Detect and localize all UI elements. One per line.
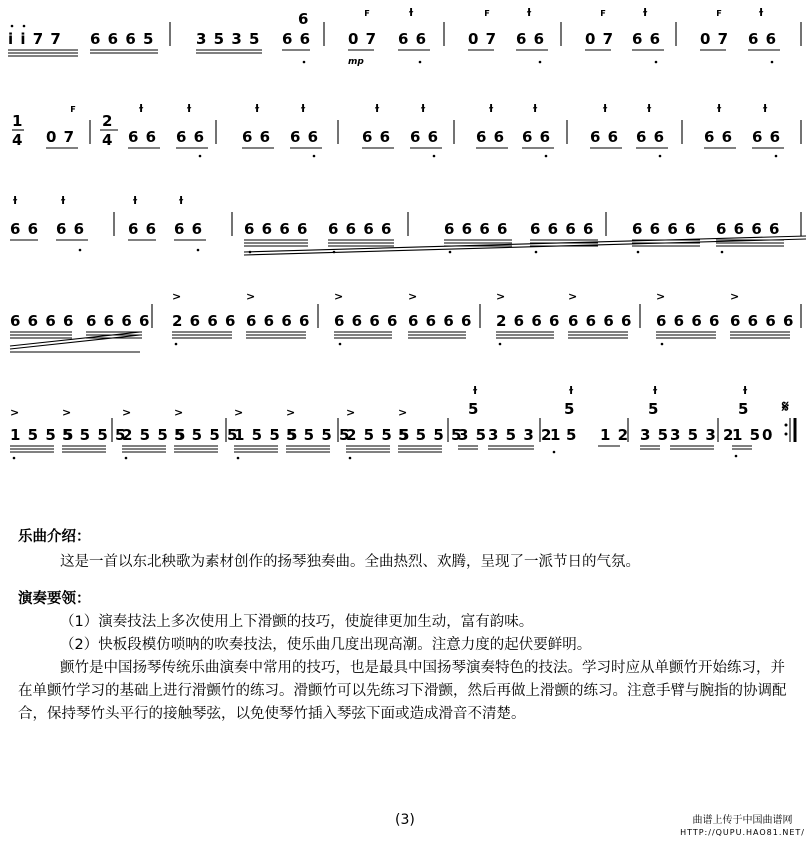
note-group: 6 6 6 6 [730, 312, 795, 330]
svg-text:ɫ: ɫ [60, 194, 67, 207]
note-group: 0 7 [468, 30, 498, 48]
octave-dots [11, 25, 781, 460]
note-group: 0 7 [585, 30, 615, 48]
time-sig-top: 1 [12, 112, 24, 130]
svg-text:>: > [286, 406, 296, 419]
note-group: 0 [762, 426, 774, 444]
svg-text:>: > [122, 406, 132, 419]
note-group: 6 6 [128, 128, 158, 146]
note-group: 5 5 5 5 [62, 426, 127, 444]
note-group: 6 6 [632, 30, 662, 48]
svg-text:ɫ: ɫ [642, 6, 649, 19]
intro-title: 乐曲介绍： [18, 529, 91, 545]
note-group: 3 5 [458, 426, 488, 444]
note-group: 6 6 6 6 [86, 312, 151, 330]
note-group: 6 6 [752, 128, 782, 146]
svg-text:ɫ: ɫ [186, 102, 193, 115]
tip-item-2: （2）快板段模仿唢呐的吹奏技法，使乐曲几度出现高潮。注意力度的起伏要鲜明。 [60, 637, 592, 653]
note-group: 5 5 5 5 [174, 426, 239, 444]
watermark-line-1: 曲谱上传于中国曲谱网 [692, 815, 793, 826]
upper-number: 5 [738, 400, 750, 418]
note-group: 6 6 6 6 [444, 220, 509, 238]
note-group: 5 5 5 5 [286, 426, 351, 444]
svg-text:ɫ: ɫ [420, 102, 427, 115]
note-group: 2 6 6 6 [172, 312, 237, 330]
note-group: 5 [566, 426, 578, 444]
svg-text:ɫ: ɫ [138, 102, 145, 115]
tips-paragraph: 颤竹是中国扬琴传统乐曲演奏中常用的技巧，也是最具中国扬琴演奏特色的技法。学习时应从单颤竹开始练习，并在单颤竹学习的基础上进行滑颤竹的练习。滑颤竹可以先练习下滑颤，然后再做上滑颤的练习。注意手臂与腕指的协调配合，保持琴竹头平行的接触琴弦，以免使琴竹插入琴弦下面或造成滑音不清楚。 [18, 660, 787, 722]
note-group: 6 6 [10, 220, 40, 238]
svg-text:ɫ: ɫ [178, 194, 185, 207]
svg-text:ɫ: ɫ [374, 102, 381, 115]
svg-text:ɫ: ɫ [716, 102, 723, 115]
svg-text:ɫ: ɫ [532, 102, 539, 115]
note-group: 6 6 [398, 30, 428, 48]
note-group: 6 6 6 6 [10, 312, 75, 330]
note-group: 6 6 6 6 [656, 312, 721, 330]
score-upper-numbers [298, 10, 749, 418]
svg-text:>: > [62, 406, 72, 419]
note-group: 3 5 3 5 [196, 30, 261, 48]
note-group: 6 6 6 6 [334, 312, 399, 330]
svg-text:>: > [496, 290, 506, 303]
note-group: 6 6 6 6 [568, 312, 633, 330]
svg-text:ɫ: ɫ [300, 102, 307, 115]
note-group: 3 5 3 2 [670, 426, 735, 444]
page-number: (3) [395, 812, 415, 828]
note-group: 6 6 6 6 [246, 312, 311, 330]
tip-item-1: （1）演奏技法上多次使用上下滑颤的技巧，使旋律更加生动，富有韵味。 [60, 614, 534, 630]
svg-text:>: > [408, 290, 418, 303]
time-sig-top: 2 [102, 112, 114, 130]
time-sig-bottom: 4 [102, 131, 114, 149]
note-group: 1 5 [732, 426, 762, 444]
note-group: 2 5 5 5 [346, 426, 411, 444]
dynamic-mark: mp [348, 57, 364, 67]
system-1 [8, 30, 777, 48]
note-group: 6 6 [290, 128, 320, 146]
note-group: 6 6 6 6 [408, 312, 473, 330]
svg-text:>: > [568, 290, 578, 303]
svg-text:ɫ: ɫ [132, 194, 139, 207]
watermark [680, 815, 805, 839]
note-group: 1 5 5 5 [10, 426, 75, 444]
svg-text:ɫ: ɫ [762, 102, 769, 115]
note-group: 6 6 [242, 128, 272, 146]
note-group: 6 6 [590, 128, 620, 146]
note-group: 1 [550, 426, 562, 444]
svg-text:ꜰ: ꜰ [70, 102, 77, 115]
score-ornaments [10, 6, 768, 419]
note-group: 6 6 6 6 [530, 220, 595, 238]
svg-text:>: > [174, 406, 184, 419]
note-group: 0 7 [700, 30, 730, 48]
tips-list [18, 611, 798, 726]
svg-text:ɫ: ɫ [472, 384, 479, 397]
system-3 [10, 220, 780, 238]
svg-text:>: > [656, 290, 666, 303]
svg-text:ɫ: ɫ [12, 194, 19, 207]
system-5 [10, 426, 773, 444]
svg-text:ɫ: ɫ [254, 102, 261, 115]
note-group: 6 6 [56, 220, 86, 238]
svg-text:>: > [334, 290, 344, 303]
svg-text:>: > [730, 290, 740, 303]
note-group: 6 6 [522, 128, 552, 146]
note-group: 6 6 [410, 128, 440, 146]
note-group: 0 7 [46, 128, 76, 146]
note-group: 2 6 6 6 [496, 312, 561, 330]
note-group: 6 6 [176, 128, 206, 146]
note-group: 3 5 [640, 426, 670, 444]
svg-text:>: > [398, 406, 408, 419]
svg-text:>: > [246, 290, 256, 303]
note-group: 6 6 [128, 220, 158, 238]
svg-text:ɫ: ɫ [488, 102, 495, 115]
svg-text:ꜰ: ꜰ [716, 6, 723, 19]
upper-number: 6 [298, 10, 310, 28]
note-group: 6 6 [174, 220, 204, 238]
note-group: 6 6 [636, 128, 666, 146]
note-group: 6 6 [516, 30, 546, 48]
svg-text:>: > [10, 406, 20, 419]
note-group: 6 6 [362, 128, 392, 146]
note-group: 6 6 6 6 [244, 220, 309, 238]
tips-title: 演奏要领： [18, 591, 91, 607]
upper-number: 5 [468, 400, 480, 418]
svg-text:>: > [346, 406, 356, 419]
note-group: 6 6 [282, 30, 312, 48]
svg-text:ꜰ: ꜰ [484, 6, 491, 19]
svg-text:ɫ: ɫ [408, 6, 415, 19]
note-group: 6 6 [704, 128, 734, 146]
svg-text:ꜰ: ꜰ [600, 6, 607, 19]
system-2 [46, 128, 781, 146]
svg-text:ɫ: ɫ [602, 102, 609, 115]
system-4 [10, 312, 794, 330]
note-group: 6 6 6 5 [90, 30, 155, 48]
time-sig-bottom: 4 [12, 131, 24, 149]
note-group: i i 7 7 [8, 30, 62, 48]
intro-paragraph: 这是一首以东北秧歌为素材创作的扬琴独奏曲。全曲热烈、欢腾，呈现了一派节日的气氛。 [60, 554, 640, 570]
svg-text:ɫ: ɫ [758, 6, 765, 19]
svg-text:>: > [234, 406, 244, 419]
upper-number: 5 [564, 400, 576, 418]
note-group: 6 6 6 6 [716, 220, 781, 238]
svg-text:ɫ: ɫ [652, 384, 659, 397]
note-group: 3 5 3 2 [488, 426, 553, 444]
note-group: 5 5 5 5 [398, 426, 463, 444]
svg-text:ɫ: ɫ [742, 384, 749, 397]
segno-sign: 𝄋 [782, 397, 789, 416]
note-group: 6 6 [748, 30, 778, 48]
svg-text:ɫ: ɫ [646, 102, 653, 115]
upper-number: 5 [648, 400, 660, 418]
svg-text:>: > [172, 290, 182, 303]
note-group: 0 7 [348, 30, 378, 48]
note-group: 1 5 5 5 [234, 426, 299, 444]
svg-text:ɫ: ɫ [568, 384, 575, 397]
svg-text:ꜰ: ꜰ [364, 6, 371, 19]
note-group: 6 6 6 6 [328, 220, 393, 238]
note-group: 2 5 5 5 [122, 426, 187, 444]
watermark-line-2: HTTP://QUPU.HAO81.NET/ [680, 828, 805, 837]
note-group: 6 6 6 6 [632, 220, 697, 238]
description-text [18, 522, 798, 726]
note-group: 1 2 [600, 426, 630, 444]
note-group: 6 6 [476, 128, 506, 146]
svg-text:ɫ: ɫ [526, 6, 533, 19]
